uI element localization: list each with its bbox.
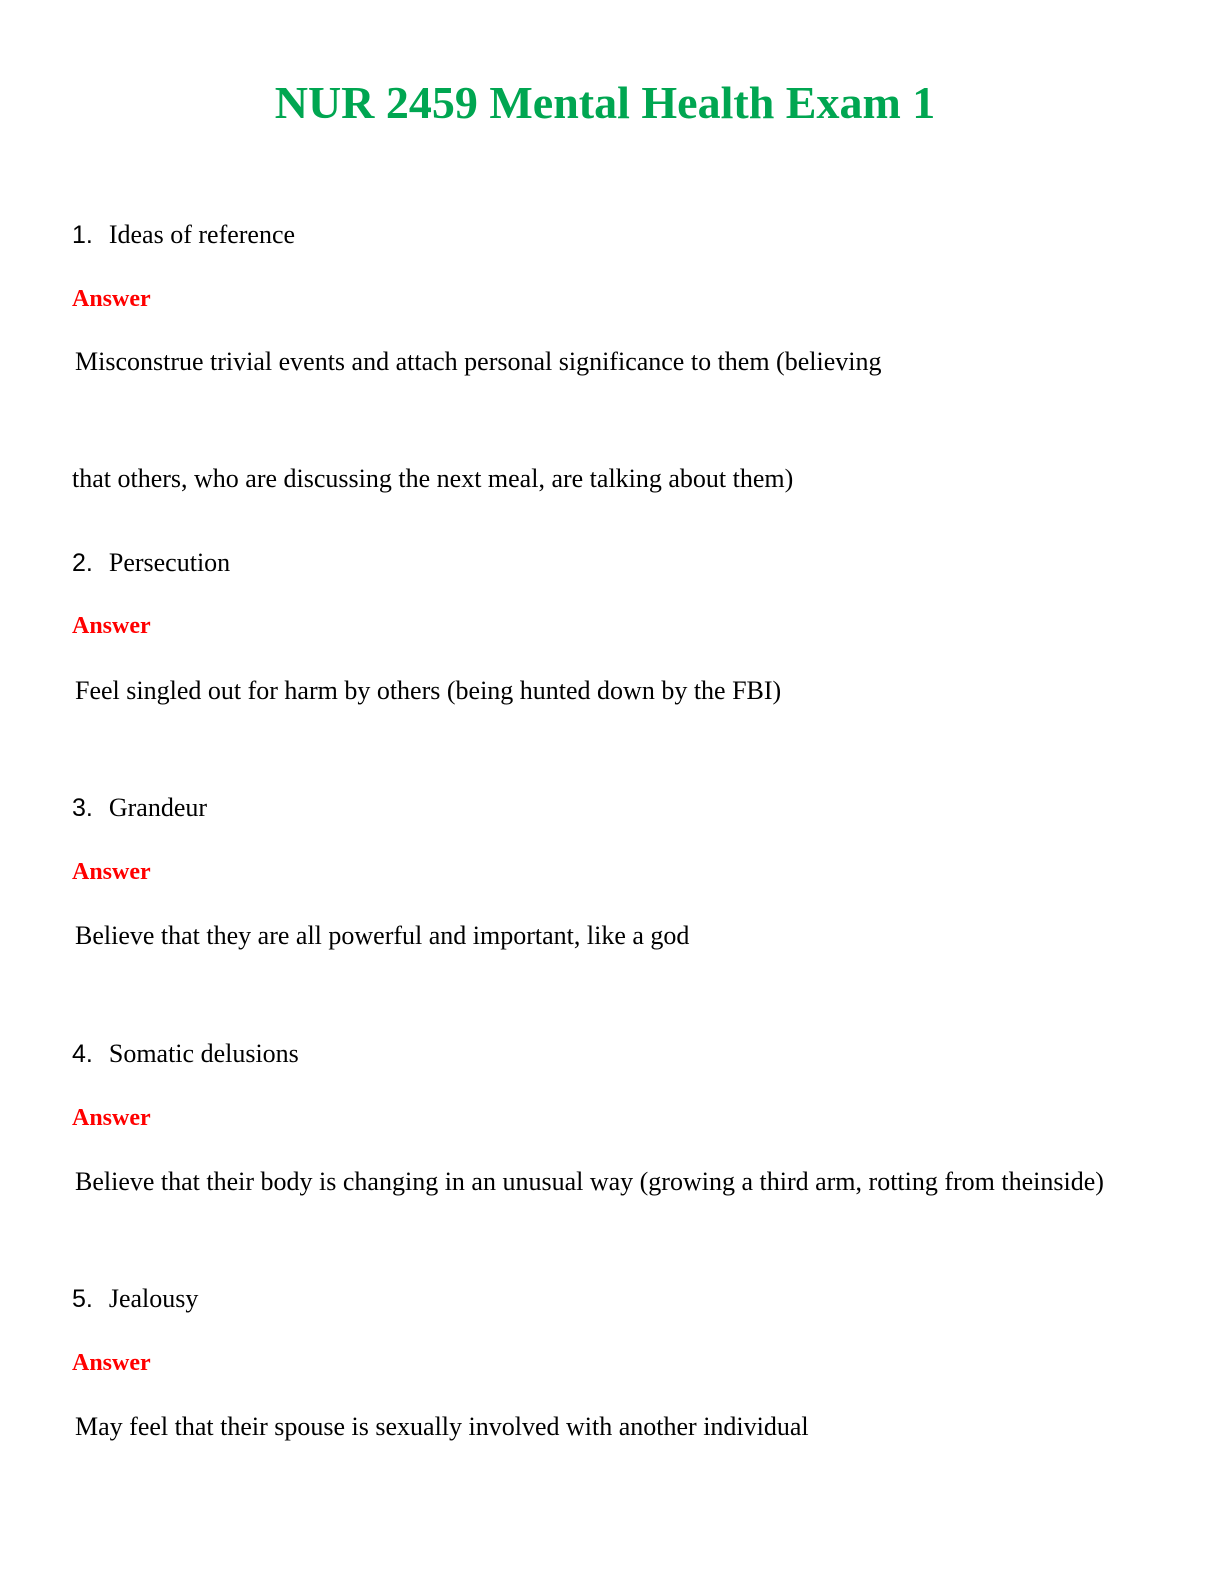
- answer-text-continued: that others, who are discussing the next meal, are talking about them): [72, 464, 794, 493]
- question-number: 2.: [72, 549, 93, 577]
- question-number: 1.: [72, 221, 93, 249]
- question-1: [72, 219, 295, 251]
- answer-label: Answer: [72, 859, 151, 885]
- answer-text: May feel that their spouse is sexually involved with another individual: [75, 1412, 809, 1441]
- question-4: [72, 1038, 299, 1070]
- question-5: [72, 1283, 198, 1315]
- question-term: Ideas of reference: [108, 220, 296, 249]
- question-number: 4.: [72, 1040, 93, 1068]
- document-title: NUR 2459 Mental Health Exam 1: [274, 77, 936, 128]
- answer-text: Feel singled out for harm by others (being hunted down by the FBI): [75, 676, 782, 705]
- answer-text: Believe that their body is changing in an unusual way (growing a third arm, rotting from theinside): [75, 1167, 1104, 1196]
- answer-label: Answer: [72, 286, 151, 312]
- question-term: Jealousy: [108, 1284, 199, 1313]
- answer-text: Misconstrue trivial events and attach personal significance to them (believing: [75, 347, 882, 376]
- answer-text: Believe that they are all powerful and important, like a god: [75, 921, 690, 950]
- answer-label: Answer: [72, 1105, 151, 1131]
- question-2: [72, 547, 230, 579]
- question-number: 5.: [72, 1285, 93, 1313]
- answer-label: Answer: [72, 613, 151, 639]
- answer-label: Answer: [72, 1350, 151, 1376]
- question-term: Grandeur: [108, 793, 208, 822]
- question-term: Somatic delusions: [108, 1039, 299, 1068]
- question-term: Persecution: [108, 548, 231, 577]
- question-number: 3.: [72, 794, 93, 822]
- question-3: [72, 792, 207, 824]
